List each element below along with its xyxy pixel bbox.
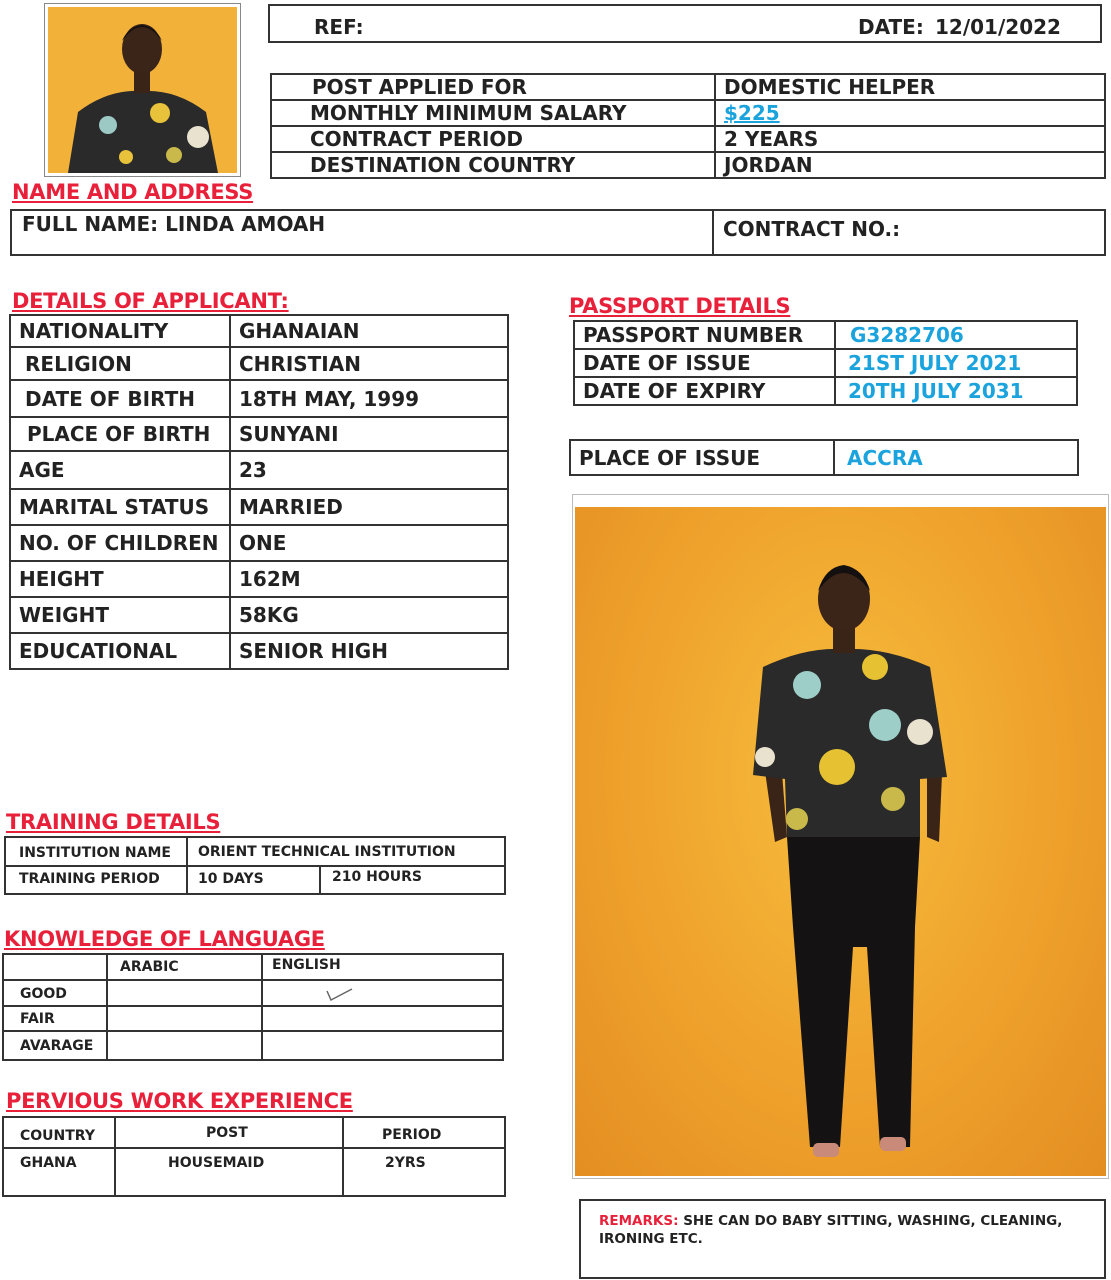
issue-date-value: 21ST JULY 2021 [835,349,1077,377]
religion-value: CHRISTIAN [230,347,508,380]
destination-label: DESTINATION COUNTRY [271,152,715,178]
experience-table [2,1116,506,1197]
exp-col-line [114,1118,116,1195]
applicant-heading: DETAILS OF APPLICANT: [12,289,289,313]
exp-period: 2YRS [385,1155,426,1171]
place-of-issue-label: PLACE OF ISSUE [570,440,834,475]
name-box [10,209,1106,256]
exp-header-period: PERIOD [382,1127,442,1143]
exp-header-country: COUNTRY [20,1128,95,1144]
full-name: FULL NAME: LINDA AMOAH [22,212,326,236]
children-value: ONE [230,525,508,561]
full-length-photo-frame [572,494,1109,1179]
applicant-table [9,314,509,670]
dob-label: DATE OF BIRTH [10,380,230,417]
training-row-divider [6,865,504,867]
job-table [270,73,1106,179]
nationality-value: GHANAIAN [230,315,508,347]
education-value: SENIOR HIGH [230,633,508,669]
training-table [4,836,506,895]
passport-number-label: PASSPORT NUMBER [574,321,835,349]
weight-value: 58KG [230,597,508,633]
nationality-label: NATIONALITY [10,315,230,347]
training-hours: 210 HOURS [332,869,422,885]
post-applied-label: POST APPLIED FOR [271,74,715,100]
training-col-divider [186,838,188,893]
remarks-box [579,1199,1106,1279]
height-value: 162M [230,561,508,597]
training-heading: TRAINING DETAILS [6,810,221,834]
exp-col-line [342,1118,344,1195]
weight-label: WEIGHT [10,597,230,633]
name-address-heading: NAME AND ADDRESS [12,180,254,204]
lang-level-fair: FAIR [20,1011,55,1027]
ref-label: REF: [314,15,364,39]
exp-row-line [4,1147,504,1149]
lang-row-line [4,1030,502,1032]
expiry-date-label: DATE OF EXPIRY [574,377,835,405]
lang-col-english: ENGLISH [272,957,341,973]
portrait-photo-frame [44,3,241,177]
contract-period-label: CONTRACT PERIOD [271,126,715,152]
remarks-label: REMARKS: [599,1213,679,1229]
salary-value: $225 [715,100,1105,126]
passport-heading: PASSPORT DETAILS [569,294,791,318]
experience-heading: PERVIOUS WORK EXPERIENCE [6,1089,353,1113]
salary-label: MONTHLY MINIMUM SALARY [271,100,715,126]
marital-label: MARITAL STATUS [10,489,230,525]
training-hours-divider [319,867,321,893]
lang-level-average: AVARAGE [20,1038,94,1054]
place-of-issue-table [569,439,1079,476]
height-label: HEIGHT [10,561,230,597]
destination-value: JORDAN [715,152,1105,178]
lang-col-arabic: ARABIC [120,959,179,975]
pob-value: SUNYANI [230,417,508,451]
issue-date-label: DATE OF ISSUE [574,349,835,377]
remarks-text: SHE CAN DO BABY SITTING, WASHING, CLEANING, IRONING ETC. [599,1213,1063,1247]
place-of-issue-value: ACCRA [834,440,1078,475]
training-period-label: TRAINING PERIOD [19,871,160,887]
name-box-divider [712,211,714,254]
date-value: 12/01/2022 [935,15,1061,39]
pob-label: PLACE OF BIRTH [10,417,230,451]
check-mark-icon [324,983,354,1003]
contract-no-label: CONTRACT NO.: [723,217,901,241]
post-applied-value: DOMESTIC HELPER [715,74,1105,100]
full-length-photo [575,507,1106,1176]
portrait-photo [48,7,237,173]
dob-value: 18TH MAY, 1999 [230,380,508,417]
institution-label: INSTITUTION NAME [19,845,171,861]
training-days: 10 DAYS [198,871,264,887]
lang-col-line [261,955,263,1059]
exp-post: HOUSEMAID [168,1155,265,1171]
contract-period-value: 2 YEARS [715,126,1105,152]
age-value: 23 [230,451,508,489]
language-table [2,953,504,1061]
exp-header-post: POST [206,1125,248,1141]
institution-value: ORIENT TECHNICAL INSTITUTION [198,844,456,860]
ref-date-box [268,4,1102,43]
lang-row-line [4,1005,502,1007]
lang-col-line [106,955,108,1059]
children-label: NO. OF CHILDREN [10,525,230,561]
expiry-date-value: 20TH JULY 2031 [835,377,1077,405]
education-label: EDUCATIONAL [10,633,230,669]
lang-level-good: GOOD [20,986,67,1002]
lang-row-line [4,979,502,981]
date-label: DATE: [858,15,924,39]
exp-country: GHANA [20,1155,77,1171]
marital-value: MARRIED [230,489,508,525]
language-heading: KNOWLEDGE OF LANGUAGE [4,927,325,951]
religion-label: RELIGION [10,347,230,380]
passport-number-value: G3282706 [835,321,1077,349]
age-label: AGE [10,451,230,489]
passport-table [573,320,1078,406]
